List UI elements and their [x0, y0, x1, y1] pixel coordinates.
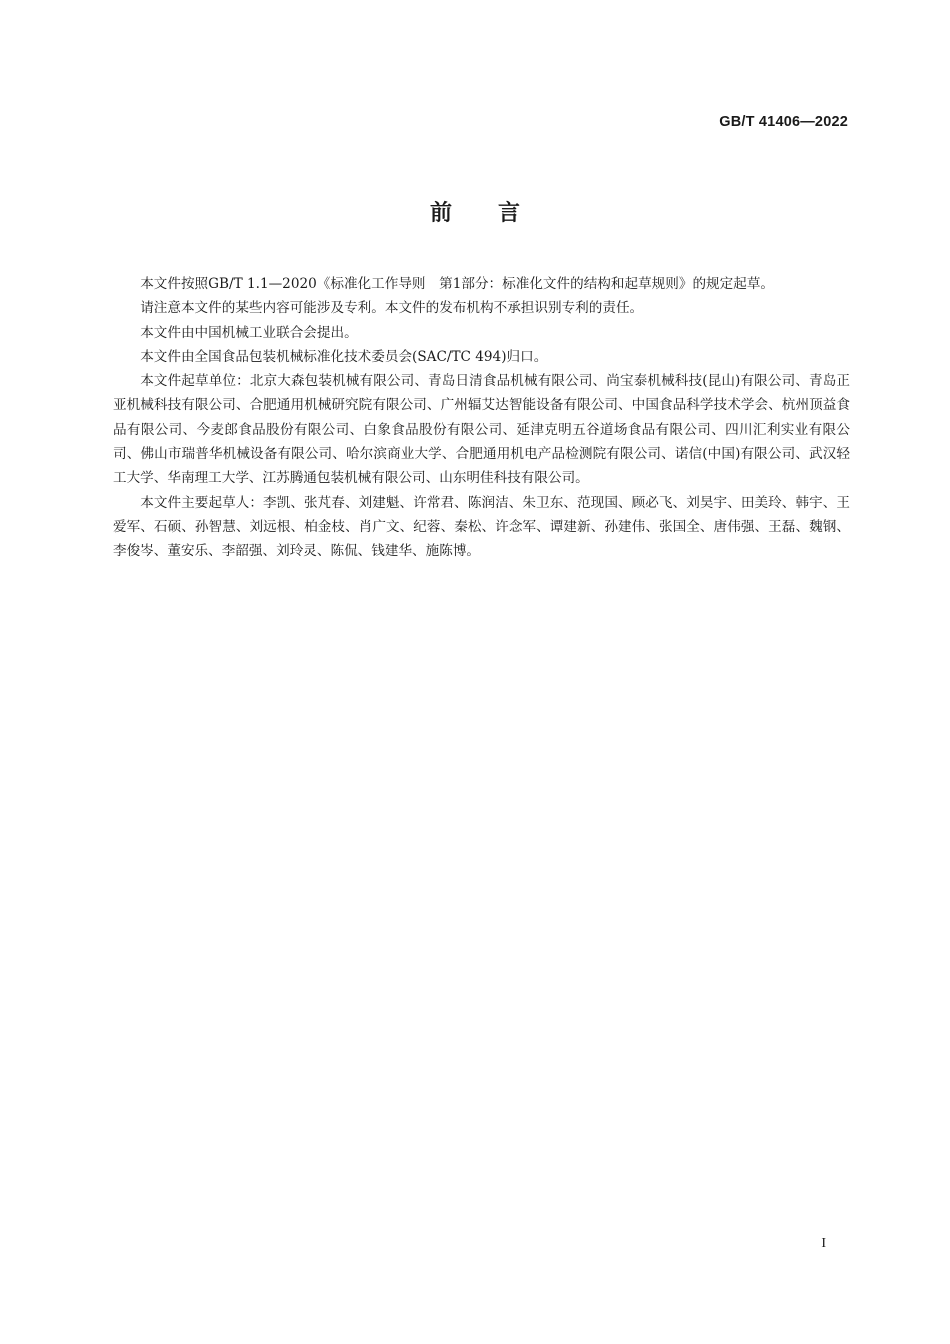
- paragraph-patent-notice: 请注意本文件的某些内容可能涉及专利。本文件的发布机构不承担识别专利的责任。: [140, 300, 644, 317]
- standard-number: GB/T 41406—2022: [719, 114, 848, 130]
- page-title: [0, 196, 950, 227]
- paragraph-proposer: 本文件由中国机械工业联合会提出。: [140, 324, 358, 341]
- page-title-char-1: 前: [429, 201, 452, 226]
- foreword-body: [113, 272, 850, 564]
- paragraph-drafting-rules: 本文件按照GB/T 1.1—2020《标准化工作导则 第1部分：标准化文件的结构和起草规则》的规定起草。: [140, 276, 775, 292]
- paragraph-drafting-units: 本文件起草单位：北京大森包装机械有限公司、青岛日清食品机械有限公司、尚宝泰机械科技(昆山)有限公司、青岛正亚机械科技有限公司、合肥通用机械研究院有限公司、广州辐艾达智能设备有限公司、中国食品科学技术学会、杭州顶益食品有限公司、今麦郎食品股份有限公司、白象食品股份有限公司、延津克明五谷道场食品有限公司、四川汇利实业有限公司、佛山市瑞普华机械设备有限公司、哈尔滨商业大学、合肥通用机电产品检测院有限公司、诺信(中国)有限公司、武汉轻工大学、华南理工大学、江苏腾通包装机械有限公司、山东明佳科技有限公司。: [113, 373, 850, 487]
- paragraph-drafters: 本文件主要起草人：李凯、张芃春、刘建魁、许常君、陈润洁、朱卫东、范现国、顾必飞、刘昊宇、田美玲、韩宇、王爱军、石硕、孙智慧、刘远根、柏金枝、肖广文、纪蓉、秦松、许念军、谭建新、孙建伟、张国全、唐伟强、王磊、魏钢、李俊岑、董安乐、李韶强、刘玲灵、陈侃、钱建华、施陈博。: [113, 494, 850, 560]
- page-number: I: [821, 1236, 826, 1251]
- page-title-char-2: 言: [498, 201, 521, 226]
- paragraph-committee: 本文件由全国食品包装机械标准化技术委员会(SAC/TC 494)归口。: [140, 348, 548, 365]
